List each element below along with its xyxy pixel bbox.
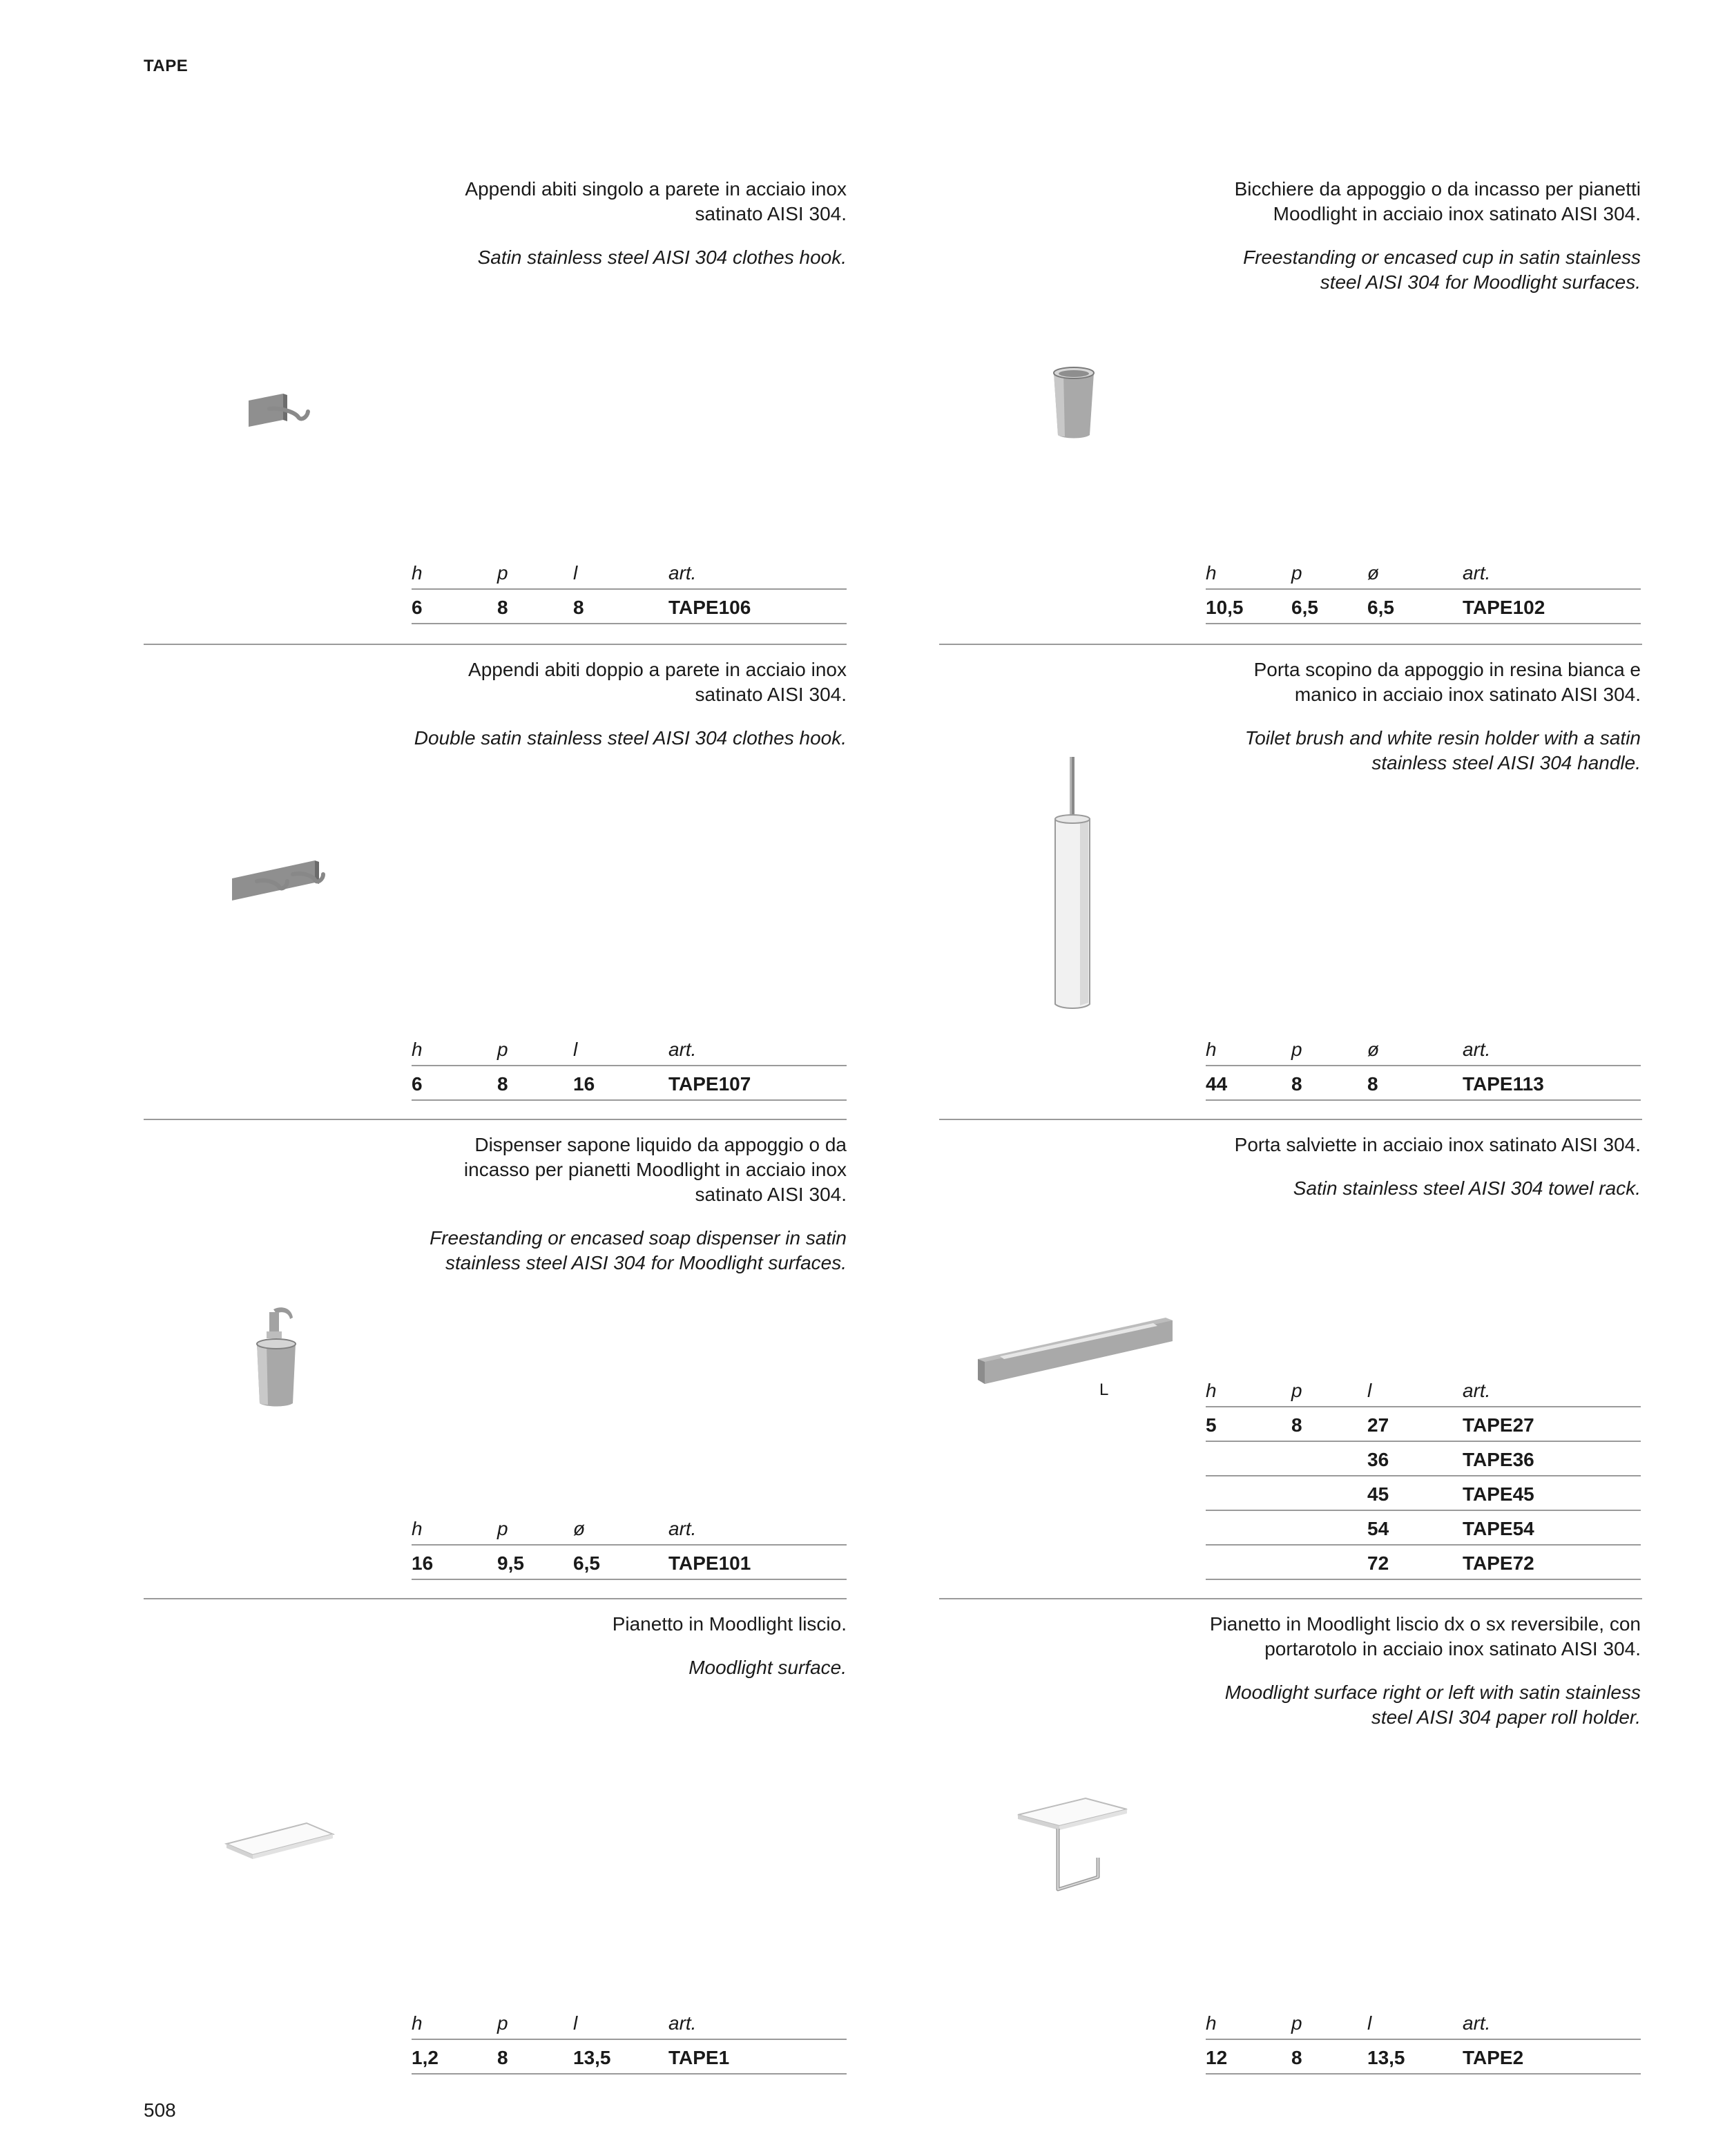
table-row <box>412 2040 847 2075</box>
cell-art: TAPE27 <box>1463 1414 1534 1436</box>
length-label: L <box>1099 1380 1109 1399</box>
table-row <box>1206 1407 1641 1442</box>
spec-table <box>412 2014 847 2075</box>
product-description <box>412 177 847 270</box>
col-p: p <box>497 1518 508 1539</box>
description-italian: Appendi abiti singolo a parete in acciaio inox satinato AISI 304. <box>465 178 847 224</box>
description-english: Freestanding or encased soap dispenser in satin stainless steel AISI 304 for Moodlight surfaces. <box>430 1227 847 1273</box>
table-header-row <box>1206 564 1641 590</box>
col-h: h <box>412 562 423 584</box>
paper-roll-holder-image <box>1011 1786 1135 1900</box>
cell-h: 12 <box>1206 2047 1228 2068</box>
description-italian: Bicchiere da appoggio o da incasso per pianetti Moodlight in acciaio inox satinato AISI 304. <box>1234 178 1641 224</box>
description-english: Freestanding or encased cup in satin stainless steel AISI 304 for Moodlight surfaces. <box>1243 247 1641 293</box>
double-clothes-hook-image <box>228 851 331 909</box>
col-diameter: ø <box>1367 1039 1380 1060</box>
description-english: Double satin stainless steel AISI 304 clothes hook. <box>414 727 847 749</box>
cell-p: 9,5 <box>497 1552 524 1574</box>
cell-p: 8 <box>497 1073 508 1095</box>
cell-art: TAPE107 <box>668 1073 751 1095</box>
description-english: Toilet brush and white resin holder with a satin stainless steel AISI 304 handle. <box>1244 727 1641 773</box>
table-header-row <box>1206 1040 1641 1066</box>
spec-table <box>1206 564 1641 624</box>
col-l: l <box>573 2012 578 2034</box>
cell-h: 6 <box>412 1073 423 1095</box>
page-number: 508 <box>144 2099 176 2121</box>
col-p: p <box>1291 1380 1302 1401</box>
moodlight-surface-image <box>222 1816 337 1866</box>
col-art: art. <box>1463 1039 1491 1060</box>
spec-table <box>412 1519 847 1580</box>
col-art: art. <box>1463 1380 1491 1401</box>
table-row <box>1206 1066 1641 1101</box>
col-p: p <box>497 562 508 584</box>
cell-l: 72 <box>1367 1552 1389 1574</box>
separator <box>144 1119 847 1120</box>
soap-dispenser-image <box>250 1304 302 1412</box>
cell-art: TAPE45 <box>1463 1483 1534 1505</box>
col-p: p <box>1291 2012 1302 2034</box>
product-description <box>1206 177 1641 295</box>
table-row <box>412 590 847 624</box>
cell-diameter: 8 <box>1367 1073 1378 1095</box>
table-row <box>1206 1511 1641 1546</box>
cell-p: 8 <box>1291 2047 1302 2068</box>
cell-art: TAPE102 <box>1463 597 1545 618</box>
towel-rack-image <box>972 1312 1179 1402</box>
table-header-row <box>412 2014 847 2040</box>
table-header-row <box>412 1040 847 1066</box>
col-p: p <box>497 2012 508 2034</box>
cell-h: 10,5 <box>1206 597 1244 618</box>
description-english: Moodlight surface. <box>688 1657 847 1678</box>
description-italian: Pianetto in Moodlight liscio. <box>612 1613 847 1635</box>
cell-h: 1,2 <box>412 2047 439 2068</box>
separator <box>939 1119 1642 1120</box>
separator <box>939 644 1642 645</box>
description-italian: Dispenser sapone liquido da appoggio o da incasso per pianetti Moodlight in acciaio inox satinato AISI 304. <box>463 1134 847 1205</box>
product-description <box>1206 1133 1641 1201</box>
col-h: h <box>412 1518 423 1539</box>
description-italian: Pianetto in Moodlight liscio dx o sx reversibile, con portarotolo in acciaio inox satinato AISI 304. <box>1209 1613 1641 1659</box>
section-header: TAPE <box>144 57 189 75</box>
col-art: art. <box>668 1518 697 1539</box>
product-description <box>1206 1612 1641 1730</box>
spec-table <box>412 564 847 624</box>
cell-art: TAPE1 <box>668 2047 730 2068</box>
col-l: l <box>573 562 578 584</box>
cell-h: 44 <box>1206 1073 1228 1095</box>
col-p: p <box>497 1039 508 1060</box>
table-row <box>1206 590 1641 624</box>
separator <box>144 644 847 645</box>
cell-l: 8 <box>573 597 584 618</box>
col-art: art. <box>668 562 697 584</box>
description-english: Satin stainless steel AISI 304 towel rack. <box>1293 1177 1641 1199</box>
cell-l: 45 <box>1367 1483 1389 1505</box>
col-h: h <box>412 2012 423 2034</box>
cell-h: 16 <box>412 1552 434 1574</box>
col-l: l <box>1367 2012 1372 2034</box>
product-description <box>412 1133 847 1276</box>
cell-l: 36 <box>1367 1449 1389 1470</box>
table-header-row <box>1206 2014 1641 2040</box>
single-clothes-hook-image <box>242 387 318 435</box>
description-italian: Porta salviette in acciaio inox satinato AISI 304. <box>1234 1134 1641 1155</box>
table-row <box>1206 1546 1641 1580</box>
col-h: h <box>1206 1380 1217 1401</box>
table-row <box>1206 1442 1641 1476</box>
col-diameter: ø <box>1367 562 1380 584</box>
cell-h: 6 <box>412 597 423 618</box>
col-art: art. <box>1463 562 1491 584</box>
description-english: Moodlight surface right or left with satin stainless steel AISI 304 paper roll holder. <box>1224 1682 1641 1728</box>
cell-diameter: 6,5 <box>573 1552 600 1574</box>
col-art: art. <box>668 1039 697 1060</box>
cell-l: 13,5 <box>573 2047 611 2068</box>
product-description <box>1206 657 1641 776</box>
cell-art: TAPE101 <box>668 1552 751 1574</box>
cell-art: TAPE72 <box>1463 1552 1534 1574</box>
description-italian: Porta scopino da appoggio in resina bianca e manico in acciaio inox satinato AISI 304. <box>1253 659 1641 705</box>
table-row <box>412 1546 847 1580</box>
table-header-row <box>412 564 847 590</box>
table-row <box>1206 2040 1641 2075</box>
col-diameter: ø <box>573 1518 586 1539</box>
cell-l: 13,5 <box>1367 2047 1405 2068</box>
cell-l: 27 <box>1367 1414 1389 1436</box>
separator <box>144 1598 847 1599</box>
cell-h: 5 <box>1206 1414 1217 1436</box>
product-description <box>412 1612 847 1680</box>
cell-art: TAPE106 <box>668 597 751 618</box>
cell-diameter: 6,5 <box>1367 597 1394 618</box>
table-header-row <box>412 1519 847 1546</box>
cell-p: 8 <box>497 597 508 618</box>
product-description <box>412 657 847 751</box>
spec-table <box>1206 1381 1641 1580</box>
col-h: h <box>412 1039 423 1060</box>
col-p: p <box>1291 1039 1302 1060</box>
col-h: h <box>1206 2012 1217 2034</box>
description-english: Satin stainless steel AISI 304 clothes hook. <box>477 247 847 268</box>
col-art: art. <box>1463 2012 1491 2034</box>
cell-p: 8 <box>497 2047 508 2068</box>
cell-p: 8 <box>1291 1073 1302 1095</box>
cell-art: TAPE2 <box>1463 2047 1524 2068</box>
spec-table <box>412 1040 847 1101</box>
spec-table <box>1206 1040 1641 1101</box>
cell-art: TAPE54 <box>1463 1518 1534 1539</box>
spec-table <box>1206 2014 1641 2075</box>
col-l: l <box>1367 1380 1372 1401</box>
description-italian: Appendi abiti doppio a parete in acciaio inox satinato AISI 304. <box>468 659 847 705</box>
cell-l: 54 <box>1367 1518 1389 1539</box>
cell-art: TAPE36 <box>1463 1449 1534 1470</box>
cell-l: 16 <box>573 1073 595 1095</box>
col-l: l <box>573 1039 578 1060</box>
col-p: p <box>1291 562 1302 584</box>
cell-art: TAPE113 <box>1463 1073 1544 1095</box>
cell-p: 6,5 <box>1291 597 1318 618</box>
table-header-row <box>1206 1381 1641 1407</box>
cell-p: 8 <box>1291 1414 1302 1436</box>
col-art: art. <box>668 2012 697 2034</box>
col-h: h <box>1206 562 1217 584</box>
cup-image <box>1050 363 1098 441</box>
toilet-brush-image <box>1048 754 1097 1014</box>
table-row <box>1206 1476 1641 1511</box>
table-row <box>412 1066 847 1101</box>
separator <box>939 1598 1642 1599</box>
col-h: h <box>1206 1039 1217 1060</box>
